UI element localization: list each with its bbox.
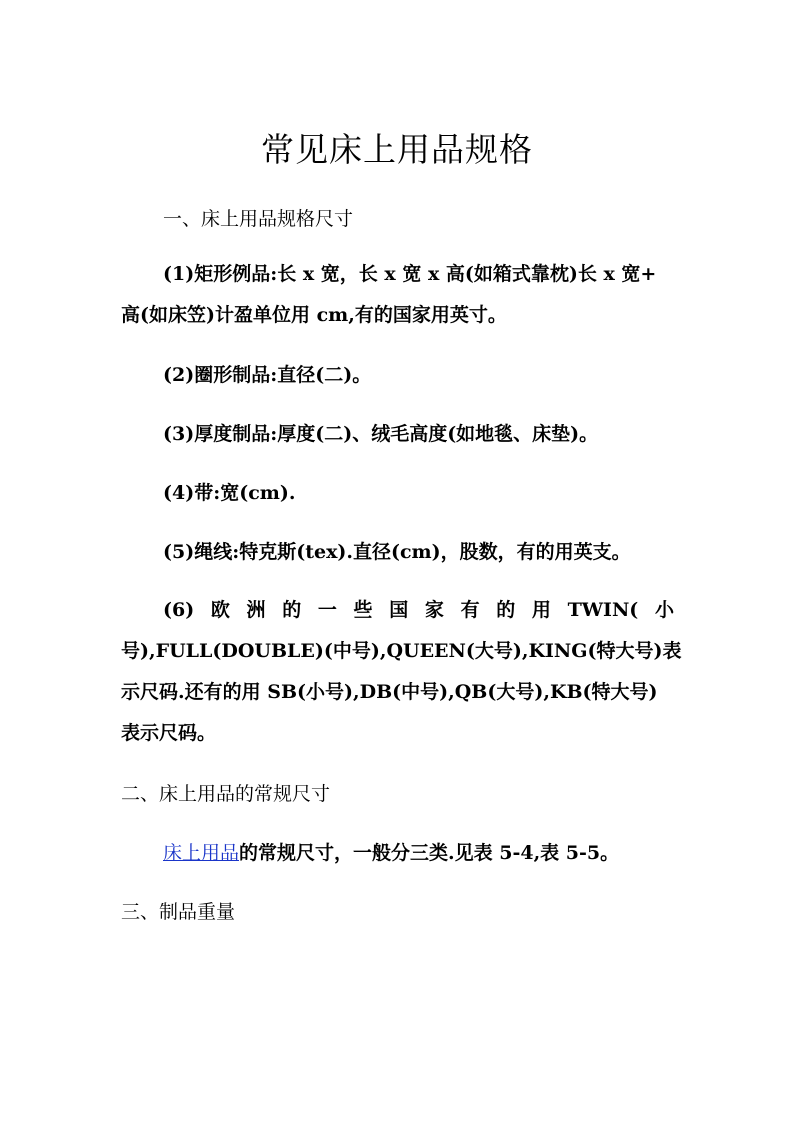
item6-line1 <box>121 591 674 630</box>
item6-word: 国 <box>389 599 409 621</box>
section2-paragraph <box>121 834 674 873</box>
item6-word: 欧 <box>210 599 230 621</box>
item6-line4: 表示尺码。 <box>121 722 217 744</box>
item6-line3: 示尺码.还有的用 SB(小号),DB(中号),QB(大号),KB(特大号) <box>121 681 658 703</box>
item1-line1: (1)矩形例品:长 x 宽，长 x 宽 x 高(如箱式靠枕)长 x 宽+ <box>163 263 657 285</box>
item6-line2: 号),FULL(DOUBLE)(中号),QUEEN(大号),KING(特大号)表 <box>121 640 682 662</box>
item6-word: 的 <box>496 599 516 621</box>
item2-text: (2)圈形制品:直径(二)。 <box>163 364 372 386</box>
item6-word: 一 <box>317 599 337 621</box>
item6-word: TWIN( <box>567 599 639 621</box>
section2-text: 的常规尺寸，一般分三类.见表 5-4,表 5-5。 <box>239 842 620 864</box>
item6-word: 洲 <box>246 599 266 621</box>
item1-line2: 高(如床笠)计盈单位用 cm,有的国家用英寸。 <box>121 304 507 326</box>
item6-word: 有 <box>460 599 480 621</box>
item6-word: (6) <box>163 599 195 621</box>
bedding-link[interactable]: 床上用品 <box>163 842 240 864</box>
item6-word: 小 <box>654 599 674 621</box>
item6-word: 用 <box>531 599 551 621</box>
item6-word: 的 <box>282 599 302 621</box>
page-title: 常见床上用品规格 <box>261 130 533 169</box>
section1-heading: 一、床上用品规格尺寸 <box>163 208 354 230</box>
item4-text: (4)带:宽(cm). <box>163 482 296 504</box>
section3-heading: 三、制品重量 <box>121 901 236 923</box>
item6-word: 些 <box>353 599 373 621</box>
item3-text: (3)厚度制品:厚度(二)、绒毛高度(如地毯、床垫)。 <box>163 423 599 445</box>
item5-text: (5)绳线:特克斯(tex).直径(cm)，股数，有的用英支。 <box>163 541 631 563</box>
section2-heading: 二、床上用品的常规尺寸 <box>121 783 331 805</box>
item6-word: 家 <box>424 599 444 621</box>
